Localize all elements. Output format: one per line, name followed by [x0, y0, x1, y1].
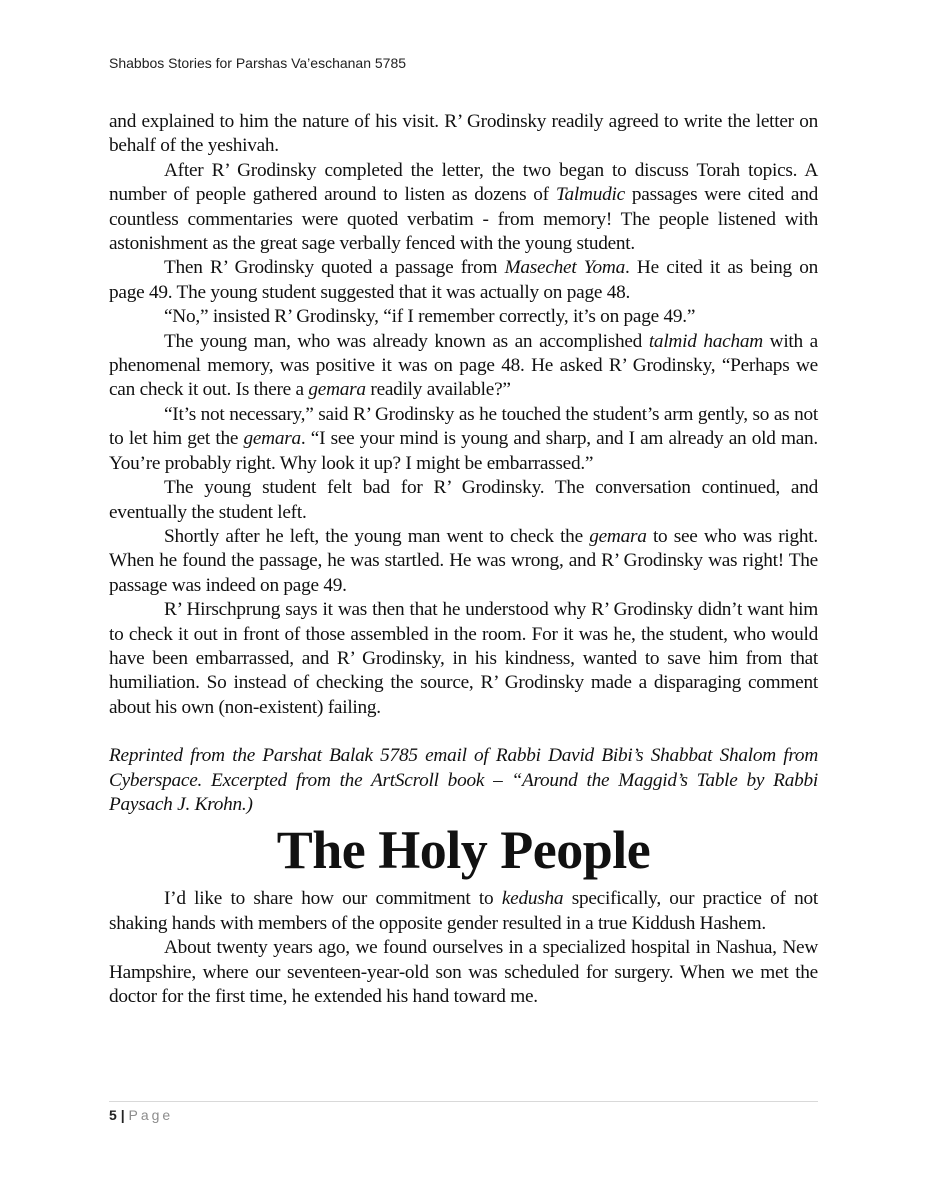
- text-run: “It’s not necessary,” said R’ Grodinsky as he touched the student’s arm gently, so as not to let him get the: [109, 403, 818, 450]
- text-run: . “I see your mind is young and sharp, and I am already an old man. You’re probably right. Why look it up? I might be embarrassed.”: [109, 428, 818, 474]
- text-run: readily available?”: [365, 379, 511, 401]
- italic-term: Talmudic: [555, 184, 625, 206]
- text-run: with a phenomenal memory, was positive it was on page 48. He asked R’ Grodinsky, “Perhaps we can check it out. Is there a: [109, 330, 818, 401]
- italic-term: gemara: [308, 379, 366, 401]
- running-header: Shabbos Stories for Parshas Va’eschanan 5785: [109, 55, 407, 71]
- paragraph: [109, 159, 818, 257]
- text-run: Shortly after he left, the young man went to check the: [164, 525, 590, 547]
- page-label: Page: [128, 1107, 174, 1123]
- paragraph: [109, 887, 818, 936]
- text-run: specifically, our practice of not shaking hands with members of the opposite gender resulted in a true Kiddush Hashem.: [109, 888, 818, 934]
- source-note: Reprinted from the Parshat Balak 5785 email of Rabbi David Bibi’s Shabbat Shalom from Cyberspace. Excerpted from the ArtScroll book – “Around the Maggid’s Table by Rabbi Paysach J. Krohn.): [109, 745, 818, 815]
- page-number: 5: [109, 1107, 117, 1123]
- text-run: to see who was right. When he found the passage, he was startled. He was wrong, and R’ Grodinsky was right! The passage was indeed on page 49.: [109, 525, 818, 596]
- footer-divider: [109, 1101, 818, 1102]
- text-run: About twenty years ago, we found ourselves in a specialized hospital in Nashua, New Hampshire, where our seventeen-year-old son was scheduled for surgery. When we met the doctor for the first time, he extended his hand toward me.: [109, 937, 818, 1007]
- paragraph: [109, 936, 818, 1009]
- text-run: . He cited it as being on page 49. The young student suggested that it was actually on page 48.: [109, 257, 818, 303]
- text-run: and explained to him the nature of his visit. R’ Grodinsky readily agreed to write the letter on behalf of the yeshivah.: [109, 111, 818, 157]
- paragraph: [109, 110, 818, 159]
- text-run: Then R’ Grodinsky quoted a passage from: [164, 257, 505, 279]
- story-paragraphs: [109, 110, 818, 720]
- paragraph: [109, 403, 818, 476]
- text-run: R’ Hirschprung says it was then that he understood why R’ Grodinsky didn’t want him to check it out in front of those assembled in the room. For it was he, the student, who would have been embarrassed, and R’ Grodinsky, in his kindness, wanted to save him from that humiliation. So instead of checking the source, R’ Grodinsky made a disparaging comment about his own (non-existent) failing.: [109, 599, 818, 718]
- italic-term: Masechet Yoma: [504, 257, 625, 279]
- paragraph: [109, 476, 818, 525]
- text-run: “No,” insisted R’ Grodinsky, “if I remember correctly, it’s on page 49.”: [164, 306, 696, 328]
- text-run: The young man, who was already known as an accomplished: [164, 330, 649, 352]
- text-run: I’d like to share how our commitment to: [164, 888, 502, 910]
- italic-term: gemara: [243, 428, 301, 450]
- paragraph: [109, 305, 818, 329]
- page-footer: [109, 1107, 173, 1123]
- paragraph: [109, 525, 818, 598]
- italic-term: kedusha: [501, 888, 564, 910]
- paragraph: [109, 256, 818, 305]
- text-run: The young student felt bad for R’ Grodinsky. The conversation continued, and eventually the student left.: [109, 477, 818, 523]
- new-story-paragraphs: [109, 887, 818, 1009]
- text-run: After R’ Grodinsky completed the letter, the two began to discuss Torah topics. A number of people gathered around to listen as dozens of: [109, 159, 818, 206]
- footer-separator: |: [120, 1107, 125, 1123]
- section-title: The Holy People: [276, 820, 651, 881]
- text-run: passages were cited and countless commentaries were quoted verbatim - from memory! The people listened with astonishment as the great sage verbally fenced with the young student.: [109, 184, 818, 255]
- italic-term: talmid hacham: [648, 330, 763, 352]
- page-body: [109, 110, 818, 1009]
- paragraph: [109, 598, 818, 720]
- italic-term: gemara: [589, 525, 647, 547]
- paragraph: [109, 330, 818, 403]
